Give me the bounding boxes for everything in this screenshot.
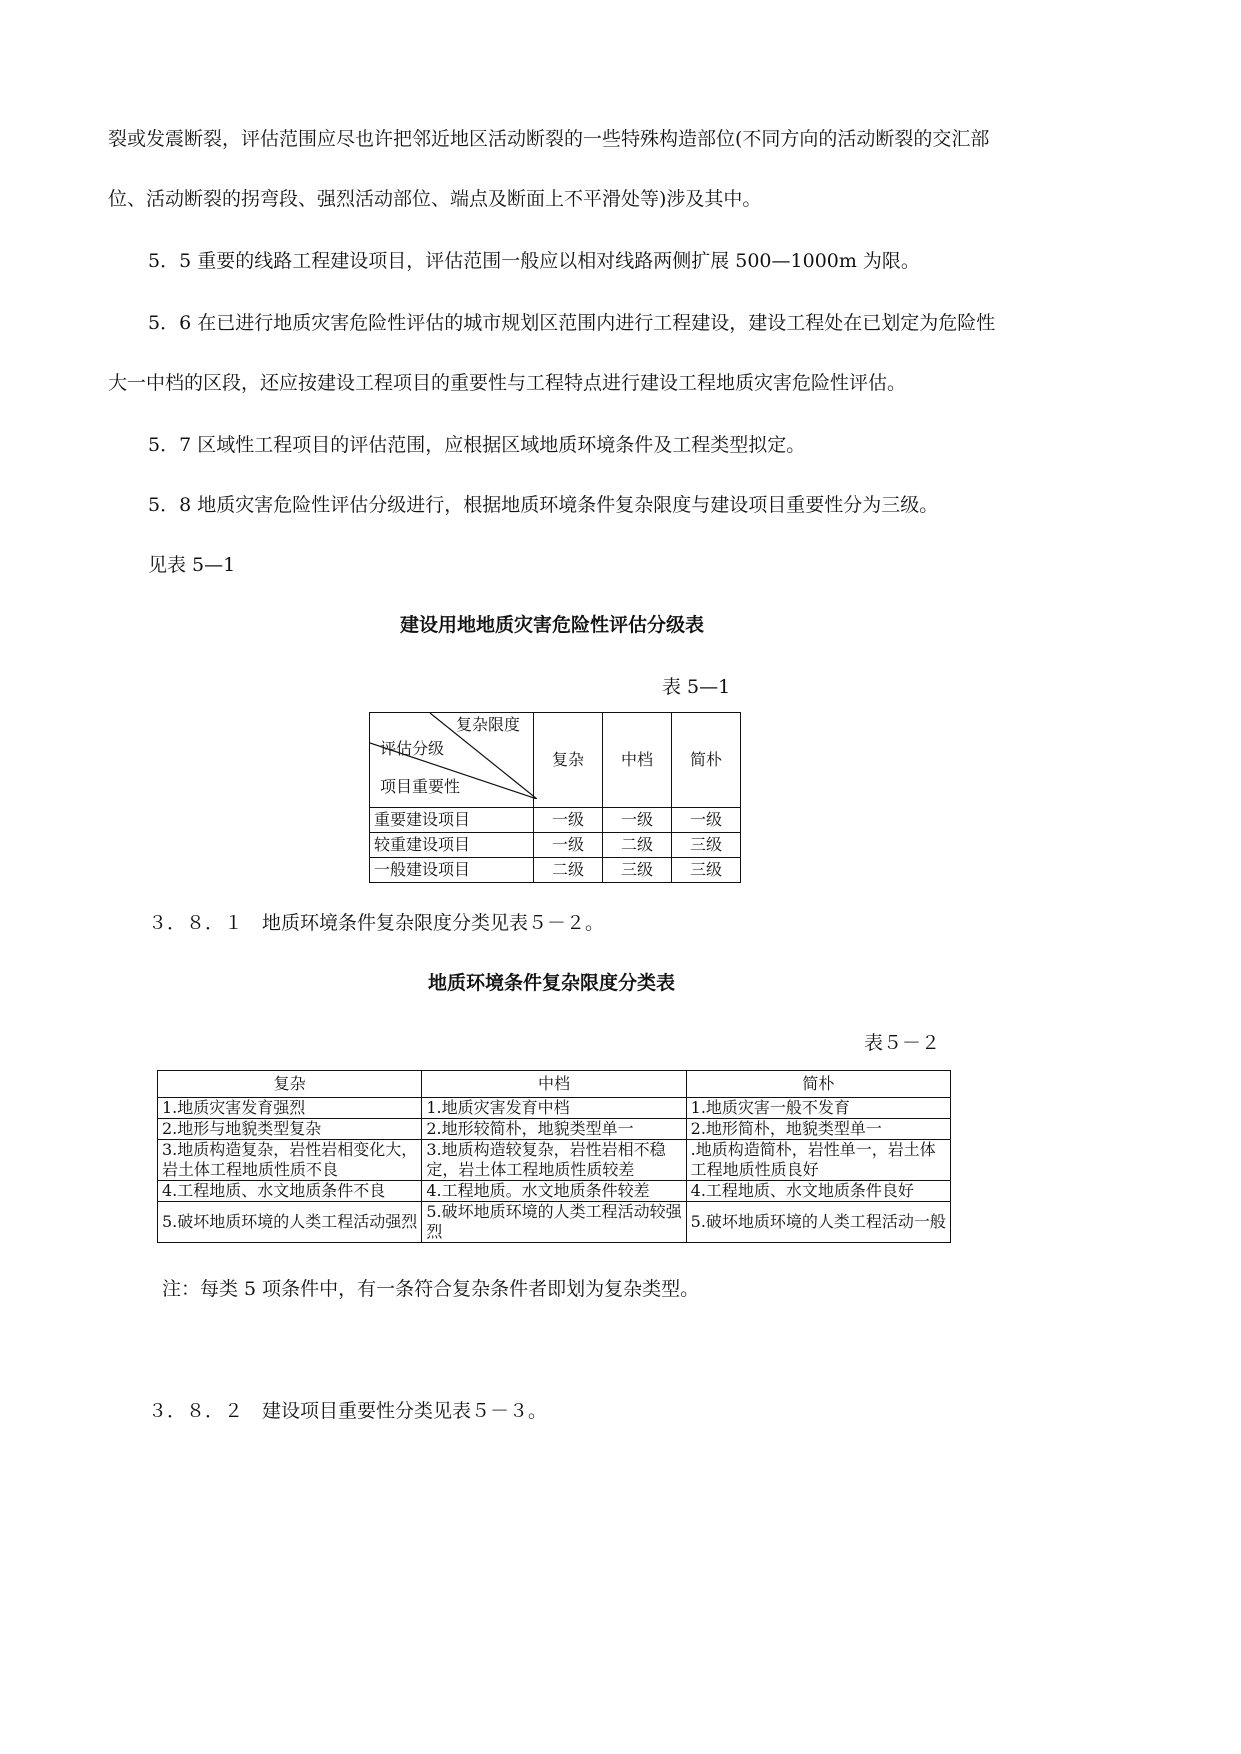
col-header: 简朴 <box>686 1071 950 1098</box>
table-cell: .地质构造简朴，岩性单一，岩土体工程地质性质良好 <box>686 1140 950 1181</box>
table-row <box>158 1202 951 1243</box>
col-header: 复杂 <box>158 1071 422 1098</box>
paragraph-5-8: 5．8 地质灾害危险性评估分级进行，根据地质环境条件复杂限度与建设项目重要性分为三级。 <box>148 494 939 516</box>
table-cell: 一级 <box>534 808 603 833</box>
row-label: 一般建设项目 <box>370 858 534 883</box>
table-cell: 1.地质灾害发育中档 <box>422 1098 686 1119</box>
row-label: 重要建设项目 <box>370 808 534 833</box>
complexity-table <box>157 1070 951 1243</box>
diagonal-header-cell <box>370 713 534 808</box>
table-cell: 5.破坏地质环境的人类工程活动较强烈 <box>422 1202 686 1243</box>
diag-label-complexity: 复杂限度 <box>456 715 521 734</box>
table1-title: 建设用地地质灾害危险性评估分级表 <box>400 614 705 636</box>
col-header: 简朴 <box>672 713 741 808</box>
table1-number: 表 5—1 <box>662 676 731 698</box>
table-row <box>370 833 741 858</box>
table-cell: 1.地质灾害发育强烈 <box>158 1098 422 1119</box>
table-cell: 3.地质构造复杂，岩性岩相变化大，岩土体工程地质性质不良 <box>158 1140 422 1181</box>
table-cell: 1.地质灾害一般不发育 <box>686 1098 950 1119</box>
table-cell: 3.地质构造较复杂，岩性岩相不稳定，岩土体工程地质性质较差 <box>422 1140 686 1181</box>
row-label: 较重建设项目 <box>370 833 534 858</box>
table-cell: 三级 <box>603 858 672 883</box>
paragraph-3-8-1: ３．８．１ 地质环境条件复杂限度分类见表５－２。 <box>148 912 605 934</box>
table-row <box>370 808 741 833</box>
table-cell: 5.破坏地质环境的人类工程活动强烈 <box>158 1202 422 1243</box>
col-header: 中档 <box>422 1071 686 1098</box>
table2-title: 地质环境条件复杂限度分类表 <box>428 972 676 994</box>
table-cell: 2.地形较简朴，地貌类型单一 <box>422 1119 686 1140</box>
table-cell: 4.工程地质、水文地质条件不良 <box>158 1181 422 1202</box>
paragraph-5-7: 5．7 区域性工程项目的评估范围，应根据区域地质环境条件及工程类型拟定。 <box>148 434 806 456</box>
diag-label-importance: 项目重要性 <box>380 777 461 796</box>
diag-label-grade: 评估分级 <box>380 739 445 758</box>
paragraph-5-6-line2: 大一中档的区段，还应按建设工程项目的重要性与工程特点进行建设工程地质灾害危险性评估。 <box>108 372 907 394</box>
table-cell: 5.破坏地质环境的人类工程活动一般 <box>686 1202 950 1243</box>
table-row <box>158 1119 951 1140</box>
table-row <box>158 1098 951 1119</box>
table-header-row <box>370 713 741 808</box>
grading-table <box>369 712 741 883</box>
table-cell: 2.地形简朴，地貌类型单一 <box>686 1119 950 1140</box>
table-cell: 二级 <box>603 833 672 858</box>
table-cell: 一级 <box>672 808 741 833</box>
see-table-reference: 见表 5—1 <box>148 554 236 576</box>
table-cell: 2.地形与地貌类型复杂 <box>158 1119 422 1140</box>
table-cell: 三级 <box>672 858 741 883</box>
table-cell: 三级 <box>672 833 741 858</box>
table2-note: 注：每类 5 项条件中，有一条符合复杂条件者即划为复杂类型。 <box>162 1278 700 1300</box>
paragraph-5-6-line1: 5．6 在已进行地质灾害危险性评估的城市规划区范围内进行工程建设，建设工程处在已划定为危险性 <box>148 312 996 334</box>
table-cell: 一级 <box>534 833 603 858</box>
col-header: 中档 <box>603 713 672 808</box>
table-row <box>158 1140 951 1181</box>
table-row <box>158 1181 951 1202</box>
paragraph-line: 位、活动断裂的拐弯段、强烈活动部位、端点及断面上不平滑处等)涉及其中。 <box>108 188 762 210</box>
table-cell: 一级 <box>603 808 672 833</box>
col-header: 复杂 <box>534 713 603 808</box>
table2-number: 表５－２ <box>864 1032 941 1054</box>
table-cell: 二级 <box>534 858 603 883</box>
table-cell: 4.工程地质。水文地质条件较差 <box>422 1181 686 1202</box>
table-row <box>370 858 741 883</box>
paragraph-3-8-2: ３．８．２ 建设项目重要性分类见表５－３。 <box>148 1400 548 1422</box>
table-cell: 4.工程地质、水文地质条件良好 <box>686 1181 950 1202</box>
paragraph-5-5: 5．5 重要的线路工程建设项目，评估范围一般应以相对线路两侧扩展 500—1000m 为限。 <box>148 250 920 272</box>
paragraph-line: 裂或发震断裂，评估范围应尽也许把邻近地区活动断裂的一些特殊构造部位(不同方向的活动断裂的交汇部 <box>108 128 990 150</box>
table-header-row <box>158 1071 951 1098</box>
